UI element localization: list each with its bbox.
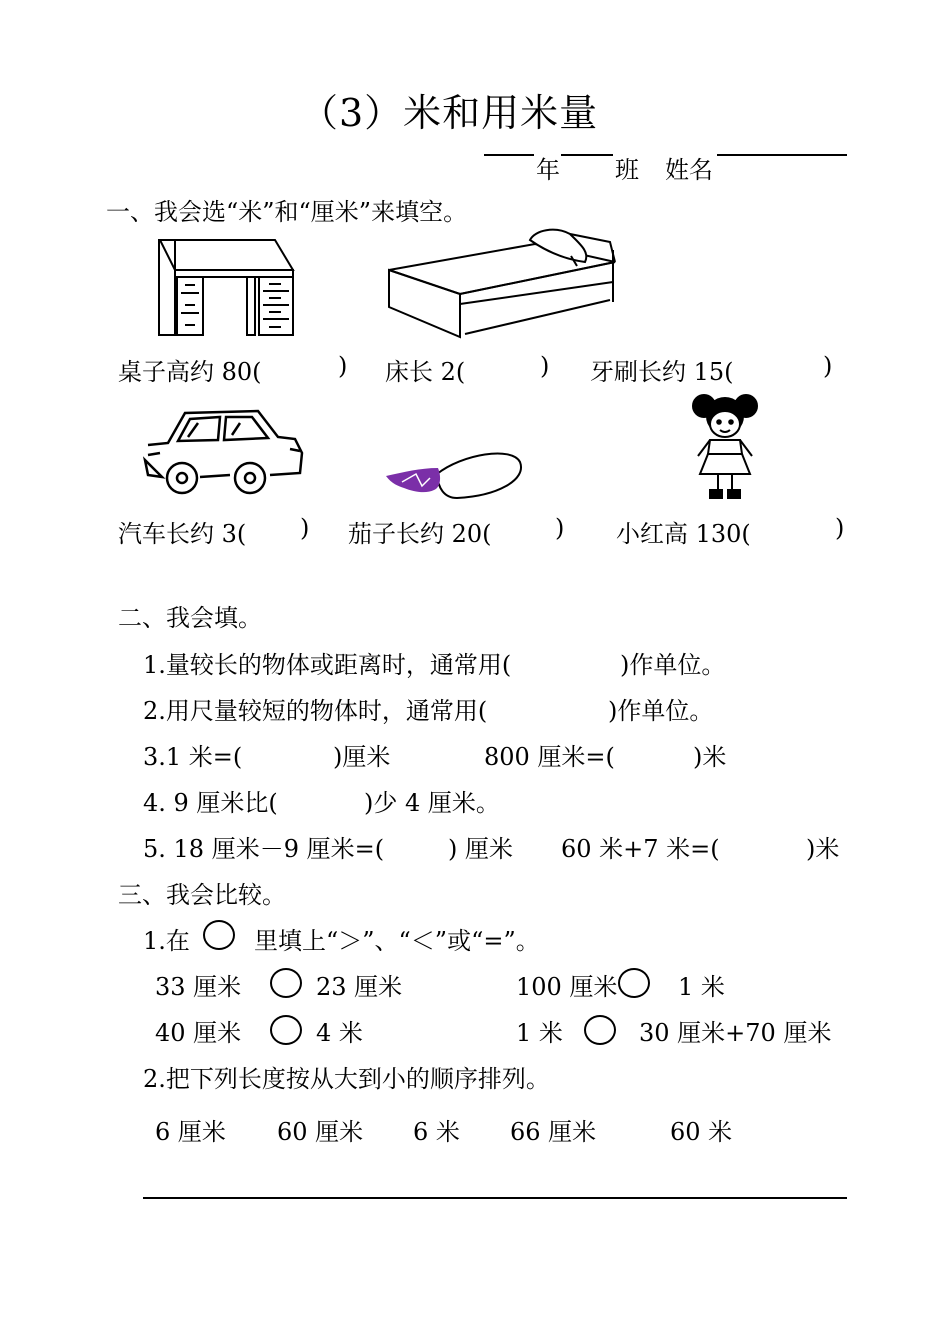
compare-1-right: 23 厘米 bbox=[316, 973, 403, 1001]
compare-2-left: 100 厘米 bbox=[516, 973, 618, 1001]
q4-text: 4. 9 厘米比( bbox=[143, 789, 278, 817]
bed-icon bbox=[385, 222, 625, 342]
q5-tail: ) 厘米 bbox=[448, 835, 513, 863]
section2-heading: 二、我会填。 bbox=[118, 604, 262, 632]
compare-4-right: 30 厘米+70 厘米 bbox=[639, 1019, 832, 1047]
length-1: 6 厘米 bbox=[155, 1118, 226, 1146]
item-eggplant-close: ) bbox=[555, 514, 565, 542]
compare-1-left: 33 厘米 bbox=[155, 973, 242, 1001]
item-girl-close: ) bbox=[835, 514, 845, 542]
compare-4-circle[interactable] bbox=[584, 1015, 616, 1045]
length-4: 66 厘米 bbox=[510, 1118, 597, 1146]
length-5: 60 米 bbox=[670, 1118, 733, 1146]
q4-tail: )少 4 厘米。 bbox=[364, 789, 500, 817]
class-label: 班 bbox=[615, 156, 639, 184]
item-car-close: ) bbox=[300, 514, 310, 542]
item-girl: 小红高 130( bbox=[616, 520, 751, 548]
compare-4-left: 1 米 bbox=[516, 1019, 563, 1047]
q5-text: 5. 18 厘米－9 厘米=( bbox=[143, 835, 385, 863]
name-blank[interactable] bbox=[717, 154, 847, 156]
length-2: 60 厘米 bbox=[277, 1118, 364, 1146]
compare-3-right: 4 米 bbox=[316, 1019, 363, 1047]
answer-line[interactable] bbox=[143, 1197, 847, 1199]
q3-tail-2: )米 bbox=[693, 743, 727, 771]
s3-q1-tail: 里填上“＞”、“＜”或“=”。 bbox=[254, 927, 540, 955]
car-icon bbox=[140, 405, 310, 500]
example-circle bbox=[203, 920, 235, 950]
eggplant-icon bbox=[382, 448, 527, 508]
item-desk: 桌子高约 80( bbox=[118, 358, 262, 386]
class-blank[interactable] bbox=[561, 154, 613, 156]
desk-icon bbox=[155, 235, 295, 345]
compare-2-circle[interactable] bbox=[618, 968, 650, 998]
q2-tail: )作单位。 bbox=[608, 697, 714, 725]
item-eggplant: 茄子长约 20( bbox=[348, 520, 492, 548]
item-car: 汽车长约 3( bbox=[118, 520, 247, 548]
q3-text-2: 800 厘米=( bbox=[484, 743, 615, 771]
item-toothbrush: 牙刷长约 15( bbox=[590, 358, 734, 386]
grade-label: 年 bbox=[536, 156, 560, 184]
section1-heading: 一、我会选“米”和“厘米”来填空。 bbox=[106, 198, 468, 226]
compare-1-circle[interactable] bbox=[270, 968, 302, 998]
length-3: 6 米 bbox=[413, 1118, 460, 1146]
q1-text: 1.量较长的物体或距离时，通常用( bbox=[143, 651, 512, 679]
item-bed-close: ) bbox=[540, 352, 550, 380]
s3-q2-text: 2.把下列长度按从大到小的顺序排列。 bbox=[143, 1065, 550, 1093]
page-title: （3）米和用米量 bbox=[300, 91, 599, 135]
item-desk-close: ) bbox=[338, 352, 348, 380]
item-toothbrush-close: ) bbox=[823, 352, 833, 380]
q1-tail: )作单位。 bbox=[620, 651, 726, 679]
section3-heading: 三、我会比较。 bbox=[118, 881, 286, 909]
q5-tail-2: )米 bbox=[806, 835, 840, 863]
item-bed: 床长 2( bbox=[385, 358, 466, 386]
compare-3-circle[interactable] bbox=[270, 1015, 302, 1045]
compare-2-right: 1 米 bbox=[678, 973, 725, 1001]
compare-3-left: 40 厘米 bbox=[155, 1019, 242, 1047]
name-label: 姓名 bbox=[665, 156, 713, 184]
girl-icon bbox=[690, 392, 760, 507]
q3-tail: )厘米 bbox=[333, 743, 391, 771]
s3-q1-text: 1.在 bbox=[143, 927, 190, 955]
q2-text: 2.用尺量较短的物体时，通常用( bbox=[143, 697, 488, 725]
q5-text-2: 60 米+7 米=( bbox=[561, 835, 720, 863]
grade-blank[interactable] bbox=[484, 154, 534, 156]
q3-text: 3.1 米=( bbox=[143, 743, 243, 771]
